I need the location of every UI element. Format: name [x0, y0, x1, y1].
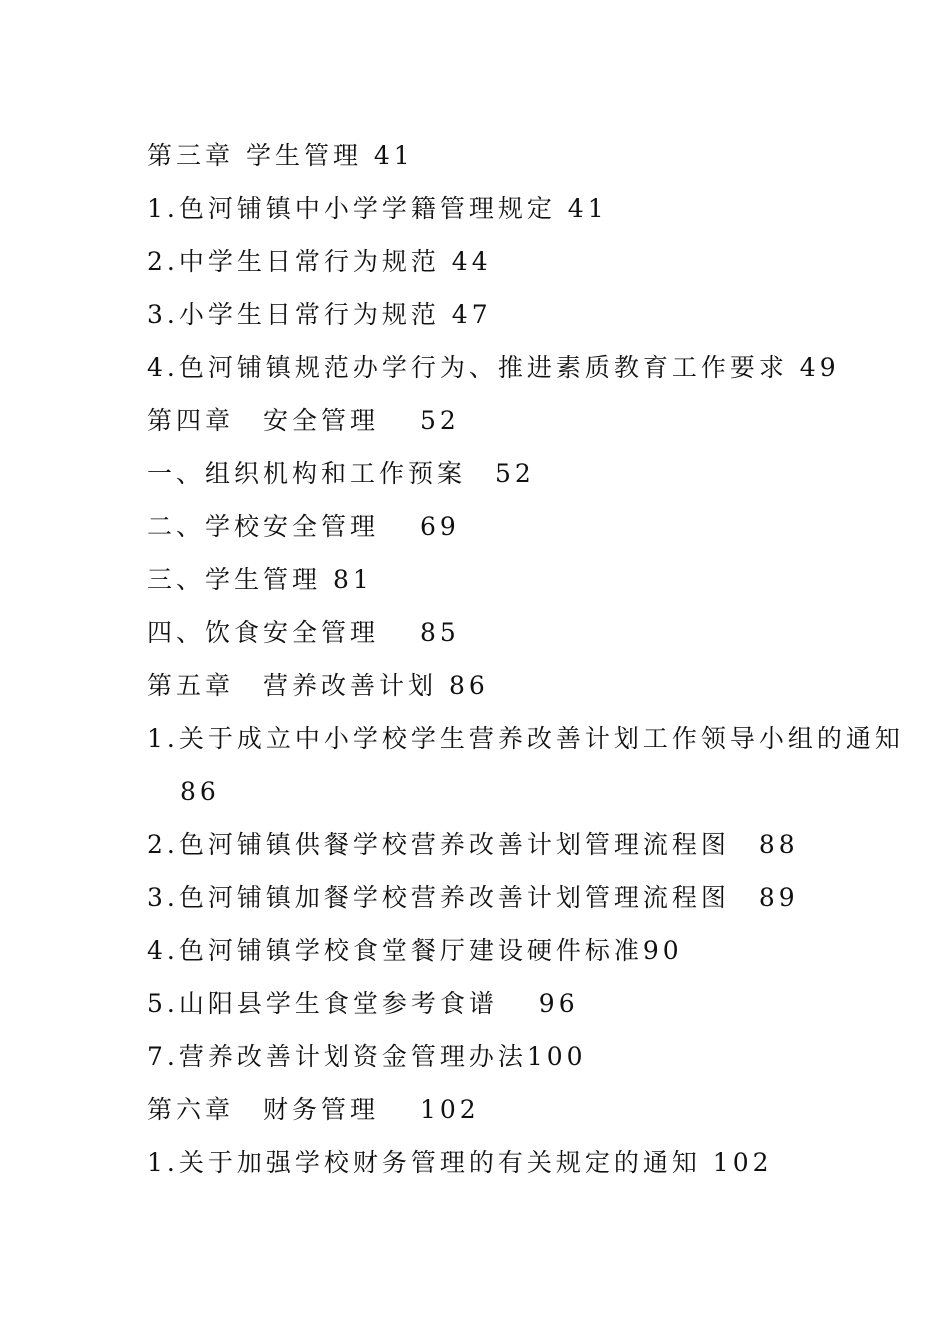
toc-item: 3.色河铺镇加餐学校营养改善计划管理流程图 89: [147, 883, 799, 912]
toc-item: 1.关于加强学校财务管理的有关规定的通知 102: [147, 1148, 773, 1177]
toc-item: 一、组织机构和工作预案 52: [147, 459, 535, 488]
toc-item: 4.色河铺镇规范办学行为、推进素质教育工作要求 49: [147, 353, 840, 382]
toc-chapter-5: 第五章 营养改善计划 86: [147, 671, 489, 700]
toc-chapter-6: 第六章 财务管理 102: [147, 1095, 480, 1124]
toc-item: 5.山阳县学生食堂参考食谱 96: [147, 989, 579, 1018]
toc-chapter-3: 第三章 学生管理 41: [147, 141, 414, 170]
toc-item: 1.关于成立中小学校学生营养改善计划工作领导小组的通知: [147, 724, 904, 753]
toc-item: 7.营养改善计划资金管理办法100: [147, 1042, 587, 1071]
toc-item: 2.色河铺镇供餐学校营养改善计划管理流程图 88: [147, 830, 799, 859]
toc-item: 三、学生管理 81: [147, 565, 373, 594]
toc-item: 2.中学生日常行为规范 44: [147, 247, 492, 276]
toc-chapter-4: 第四章 安全管理 52: [147, 406, 460, 435]
toc-item-page-number: 86: [180, 777, 220, 806]
table-of-contents: [147, 136, 907, 1196]
toc-item: 3.小学生日常行为规范 47: [147, 300, 492, 329]
toc-item: 二、学校安全管理 69: [147, 512, 460, 541]
toc-item: 4.色河铺镇学校食堂餐厅建设硬件标准90: [147, 936, 683, 965]
toc-item: 1.色河铺镇中小学学籍管理规定 41: [147, 194, 608, 223]
toc-item: 四、饮食安全管理 85: [147, 618, 460, 647]
